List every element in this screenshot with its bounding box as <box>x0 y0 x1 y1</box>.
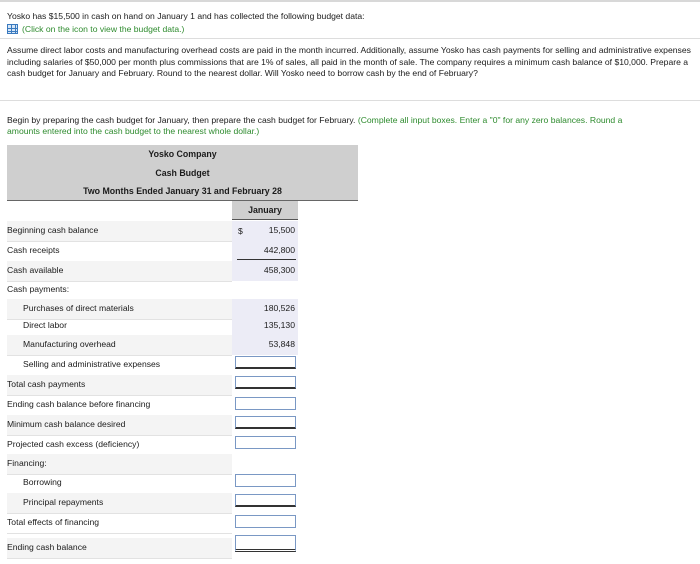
statement-title: Cash Budget <box>7 164 358 182</box>
dollar-sign: $ <box>238 226 243 236</box>
row-value: 135,130 <box>232 316 298 336</box>
assumptions-text: Assume direct labor costs and manufacturing overhead costs are paid in the month incurred. Additionally, assume Yosko has cash payments for selling and administrative expenses including salaries of $50,000 per month plus commissions that are 1% of sales, all paid in the month of sale. The company requires a minimum cash balance of $10,000. Prepare a cash budget for January and February. Round to the nearest dollar. Will Yosko need to borrow cash by the end of February? <box>7 45 691 79</box>
borrowing-input[interactable] <box>235 474 296 487</box>
instruction-text <box>7 115 700 126</box>
company-name: Yosko Company <box>7 145 358 164</box>
top-divider <box>0 0 700 2</box>
row-label: Direct labor <box>7 316 232 337</box>
row-value: 180,526 <box>232 299 298 319</box>
divider <box>0 38 700 39</box>
row-label: Purchases of direct materials <box>7 299 232 320</box>
principal-repayments-input[interactable] <box>235 494 296 507</box>
total-cash-payments-input[interactable] <box>235 376 296 389</box>
intro-text: Yosko has $15,500 in cash on hand on January 1 and has collected the following budget data: <box>7 11 365 21</box>
row-label: Projected cash excess (deficiency) <box>7 435 232 456</box>
row-label: Financing: <box>7 454 232 475</box>
row-label: Principal repayments <box>7 493 232 514</box>
row-value: 458,300 <box>232 261 298 281</box>
row-label: Manufacturing overhead <box>7 335 232 356</box>
selling-admin-input[interactable] <box>235 356 296 369</box>
row-value: 53,848 <box>232 335 298 355</box>
spreadsheet-icon[interactable] <box>7 24 18 34</box>
minimum-cash-input[interactable] <box>235 416 296 429</box>
row-label: Selling and administrative expenses <box>7 355 232 376</box>
row-label: Minimum cash balance desired <box>7 415 232 436</box>
projected-excess-input[interactable] <box>235 436 296 449</box>
row-label: Cash available <box>7 261 232 282</box>
column-header-january: January <box>232 201 298 220</box>
instruction-note-cont: amounts entered into the cash budget to the nearest whole dollar.) <box>7 126 260 136</box>
budget-data-link[interactable] <box>7 24 184 34</box>
row-value: 442,800 <box>232 241 298 261</box>
total-financing-input[interactable] <box>235 515 296 528</box>
row-label: Beginning cash balance <box>7 221 232 242</box>
row-label: Borrowing <box>7 473 232 494</box>
row-label: Total effects of financing <box>7 513 232 534</box>
row-label: Cash receipts <box>7 241 232 262</box>
divider <box>0 100 700 101</box>
row-label: Cash payments: <box>7 280 232 301</box>
ending-before-financing-input[interactable] <box>235 397 296 410</box>
row-label: Ending cash balance before financing <box>7 395 232 416</box>
budget-data-link-text[interactable]: (Click on the icon to view the budget data.) <box>22 24 185 34</box>
instruction-note: (Complete all input boxes. Enter a "0" for any zero balances. Round a <box>357 115 623 125</box>
row-value: 15,500 <box>232 221 298 241</box>
instruction-main: Begin by preparing the cash budget for January, then prepare the cash budget for February. <box>7 115 356 125</box>
row-label: Ending cash balance <box>7 538 232 559</box>
statement-period: Two Months Ended January 31 and February 28 <box>7 182 358 201</box>
ending-cash-balance-input[interactable] <box>235 535 296 552</box>
row-label: Total cash payments <box>7 375 232 396</box>
subtotal-line <box>237 259 296 260</box>
